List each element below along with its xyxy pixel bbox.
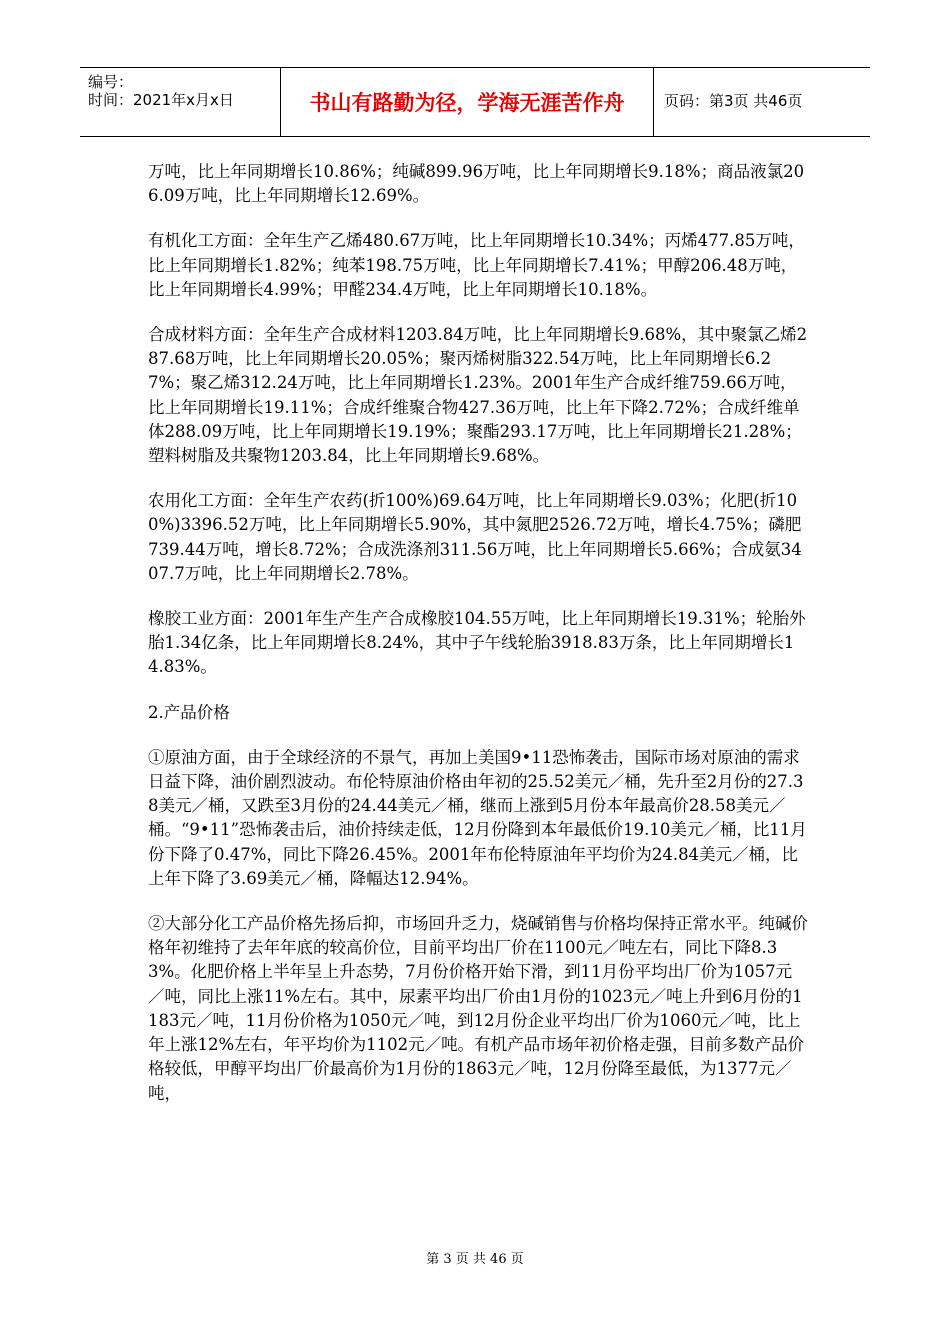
header-info-cell xyxy=(80,68,281,136)
page-header xyxy=(80,67,870,137)
header-page-cell xyxy=(654,68,870,136)
page-footer: 第 3 页 共 46 页 xyxy=(426,1252,524,1267)
document-code-label: 编号： xyxy=(88,73,134,91)
header-page-number: 页码：第3页 共46页 xyxy=(664,92,803,110)
document-time-label: 时间：2021年x月x日 xyxy=(88,91,234,109)
paragraph-rubber-industry: 橡胶工业方面：2001年生产生产合成橡胶104.55万吨，比上年同期增长19.31%；轮胎外胎1.34亿条，比上年同期增长8.24%，其中子午线轮胎3918.83万条，比上年同期增长14.83%。 xyxy=(148,609,806,677)
document-body xyxy=(148,160,808,1127)
paragraph-agricultural-chemicals: 农用化工方面：全年生产农药(折100%)69.64万吨，比上年同期增长9.03%；化肥(折100%)3396.52万吨，比上年同期增长5.90%，其中氮肥2526.72万吨，增长4.75%；磷肥739.44万吨，增长8.72%；合成洗涤剂311.56万吨，比上年同期增长5.66%；合成氨3407.7万吨，比上年同期增长2.78%。 xyxy=(148,491,802,583)
section-heading-product-prices: 2.产品价格 xyxy=(148,702,230,722)
header-motto: 书山有路勤为径，学海无涯苦作舟 xyxy=(309,91,625,115)
paragraph-chemical-prices: ②大部分化工产品价格先扬后抑，市场回升乏力，烧碱销售与价格均保持正常水平。纯碱价格年初维持了去年年底的较高价位，目前平均出厂价在1100元／吨左右，同比下降8.33%。化肥价格上半年呈上升态势，7月份价格开始下滑，到11月份平均出厂价为1057元／吨，同比上涨11%左右。其中，尿素平均出厂价由1月份的1023元／吨上升到6月份的1183元／吨，11月份价格为1050元／吨，到12月份企业平均出厂价为1060元／吨，比上年上涨12%左右，年平均价为1102元／吨。有机产品市场年初价格走强，目前多数产品价格较低，甲醇平均出厂价最高价为1月份的1863元／吨，12月份降至最低，为1377元／吨， xyxy=(148,914,808,1103)
header-motto-cell xyxy=(281,68,654,136)
paragraph-synthetic-materials: 合成材料方面：全年生产合成材料1203.84万吨，比上年同期增长9.68%，其中聚氯乙烯287.68万吨，比上年同期增长20.05%；聚丙烯树脂322.54万吨，比上年同期增长6.27%；聚乙烯312.24万吨，比上年同期增长1.23%。2001年生产合成纤维759.66万吨，比上年同期增长19.11%；合成纤维聚合物427.36万吨，比上年下降2.72%；合成纤维单体288.09万吨，比上年同期增长19.19%；聚酯293.17万吨，比上年同期增长21.28%；塑料树脂及共聚物1203.84，比上年同期增长9.68%。 xyxy=(148,325,808,466)
paragraph-organic-chemicals: 有机化工方面：全年生产乙烯480.67万吨，比上年同期增长10.34%；丙烯477.85万吨，比上年同期增长1.82%；纯苯198.75万吨，比上年同期增长7.41%；甲醇206.48万吨，比上年同期增长4.99%；甲醛234.4万吨，比上年同期增长10.18%。 xyxy=(148,231,805,299)
paragraph-inorganic-continued: 万吨，比上年同期增长10.86%；纯碱899.96万吨，比上年同期增长9.18%；商品液氯206.09万吨，比上年同期增长12.69%。 xyxy=(148,162,805,206)
paragraph-crude-oil: ①原油方面，由于全球经济的不景气，再加上美国9•11恐怖袭击，国际市场对原油的需求日益下降，油价剧烈波动。布伦特原油价格由年初的25.52美元／桶，先升至2月份的27.38美元／桶，又跌至3月份的24.44美元／桶，继而上涨到5月份本年最高价28.58美元／桶。“9•11”恐怖袭击后，油价持续走低，12月份降到本年最低价19.10美元／桶，比11月份下降了0.47%，同比下降26.45%。2001年布伦特原油年平均价为24.84美元／桶，比上年下降了3.69美元／桶，降幅达12.94%。 xyxy=(148,747,807,888)
